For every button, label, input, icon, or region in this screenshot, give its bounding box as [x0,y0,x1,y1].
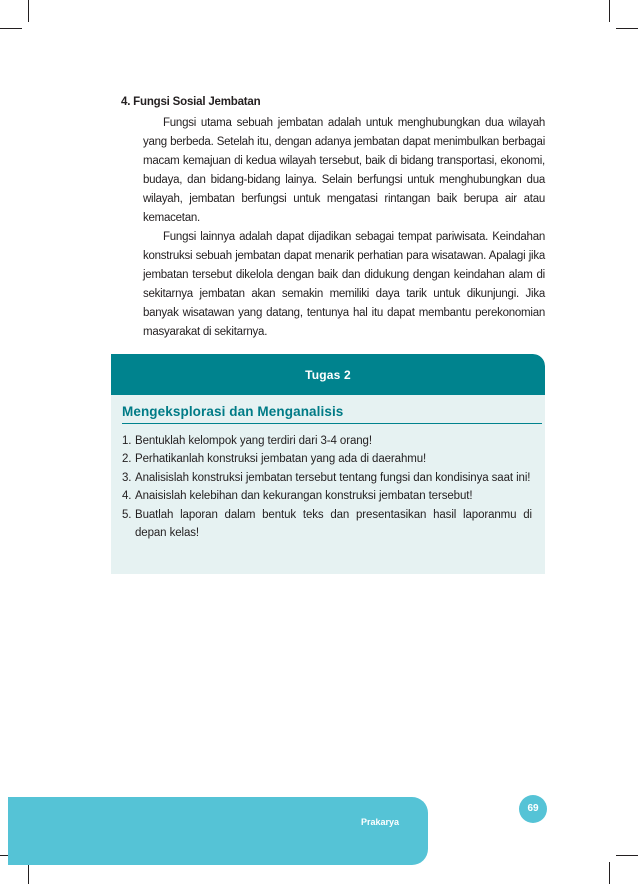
item-number: 1. [122,435,132,447]
item-text: Bentuklah kelompok yang terdiri dari 3-4 orang! [135,435,372,447]
crop-mark [616,855,638,856]
crop-mark [0,28,22,29]
item-number: 4. [122,490,132,503]
item-number: 5. [122,508,132,521]
task-subtitle: Mengeksplorasi dan Menganalisis [122,404,344,419]
section-heading: 4. Fungsi Sosial Jembatan [121,96,261,108]
footer-book-title: Prakarya [360,817,400,827]
paragraph: Fungsi lainnya adalah dapat dijadikan sebagai tempat pariwisata. Keindahan konstruksi sebuah jembatan dapat menarik perhatian para wisatawan. Apalagi jika jembatan tersebut dikelola dengan baik dan didukung dengan keindahan alam di sekitarnya jembatan akan semakin memiliki daya tarik untuk dikunjungi. Jika banyak wisatawan yang datang, tentunya hal itu dapat membantu perekonomian masyarakat di sekitarnya. [143,231,545,339]
task-list [122,432,532,542]
item-number: 3. [122,471,132,484]
list-item [122,469,532,487]
crop-mark [616,28,638,29]
footer-band [8,797,428,865]
item-text: Analisislah konstruksi jembatan tersebut tentang fungsi dan kondisinya saat ini! [135,471,531,484]
paragraph: Fungsi utama sebuah jembatan adalah untuk menghubungkan dua wilayah yang berbeda. Setelah itu, dengan adanya jembatan dapat menimbulkan berbagai macam kemajuan di kedua wilayah tersebut, baik di bidang transportasi, ekonomi, budaya, dan bidang-bidang lainya. Selain berfungsi untuk menghubungkan dua wilayah, jembatan berfungsi untuk mengatasi rintangan baik berupa air atau kemacetan. [143,117,545,225]
crop-mark [609,862,610,884]
page-number-badge [519,795,547,823]
item-text: Buatlah laporan dalam bentuk teks dan presentasikan hasil laporanmu di depan kelas! [135,508,532,540]
list-item [122,506,532,543]
list-item [122,432,532,450]
page-number: 69 [527,803,539,814]
task-header [111,354,545,395]
divider [122,423,542,424]
list-item [122,450,532,468]
crop-mark [28,862,29,884]
item-number: 2. [122,453,132,466]
crop-mark [609,0,610,22]
task-title: Tugas 2 [305,368,351,382]
crop-mark [28,0,29,22]
task-box [111,354,545,574]
list-item [122,487,532,505]
item-text: Perhatikanlah konstruksi jembatan yang ada di daerahmu! [135,453,427,466]
item-text: Anaisislah kelebihan dan kekurangan konstruksi jembatan tersebut! [135,490,473,503]
